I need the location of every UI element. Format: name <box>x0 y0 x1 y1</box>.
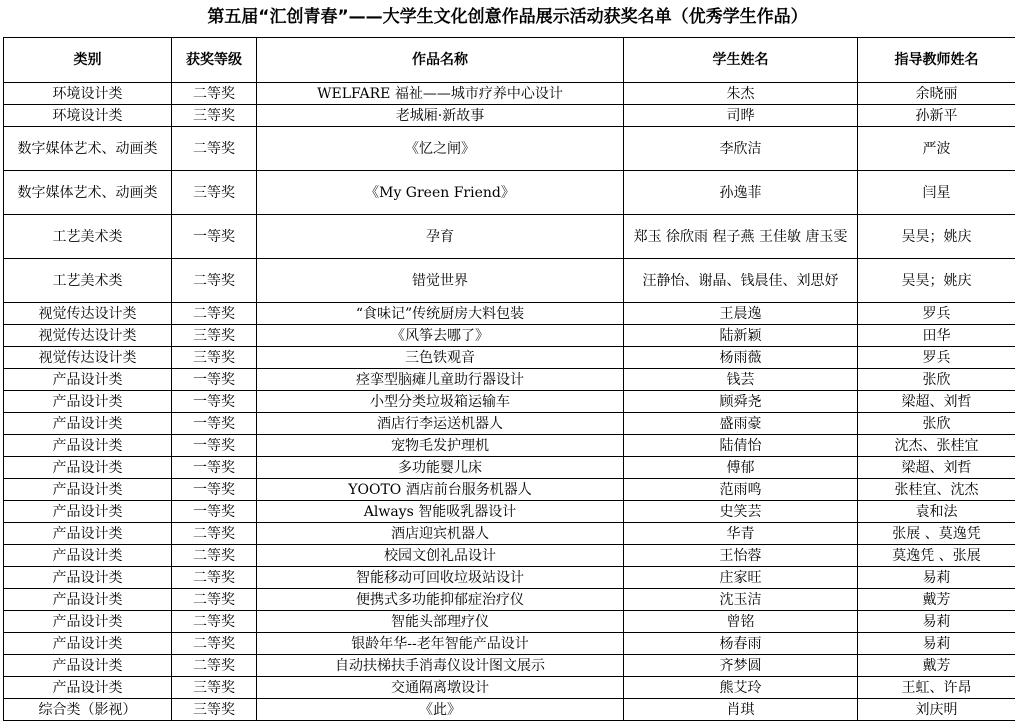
cell-category: 数字媒体艺术、动画类 <box>4 127 172 171</box>
award-table <box>3 37 1015 721</box>
cell-category: 产品设计类 <box>4 391 172 413</box>
cell-award-level: 三等奖 <box>172 347 257 369</box>
cell-work-title: YOOTO 酒店前台服务机器人 <box>257 479 624 501</box>
cell-award-level: 一等奖 <box>172 435 257 457</box>
cell-work-title: 孕育 <box>257 215 624 259</box>
cell-award-level: 二等奖 <box>172 127 257 171</box>
table-row <box>4 545 1015 567</box>
cell-advisor-name: 张欣 <box>858 369 1015 391</box>
cell-student-name: 杨春雨 <box>624 633 858 655</box>
cell-advisor-name: 孙新平 <box>858 105 1015 127</box>
cell-student-name: 范雨鸣 <box>624 479 858 501</box>
cell-category: 环境设计类 <box>4 83 172 105</box>
cell-student-name: 孙逸菲 <box>624 171 858 215</box>
cell-work-title: 自动扶梯扶手消毒仪设计图文展示 <box>257 655 624 677</box>
page-title: 第五届“汇创青春”——大学生文化创意作品展示活动获奖名单（优秀学生作品） <box>207 7 808 27</box>
cell-award-level: 二等奖 <box>172 523 257 545</box>
cell-student-name: 史笑芸 <box>624 501 858 523</box>
cell-category: 产品设计类 <box>4 611 172 633</box>
cell-category: 工艺美术类 <box>4 215 172 259</box>
header-award-level: 获奖等级 <box>172 38 257 83</box>
cell-advisor-name: 刘庆明 <box>858 699 1015 721</box>
cell-award-level: 二等奖 <box>172 589 257 611</box>
cell-award-level: 二等奖 <box>172 567 257 589</box>
cell-category: 产品设计类 <box>4 523 172 545</box>
table-row <box>4 391 1015 413</box>
table-row <box>4 699 1015 721</box>
cell-student-name: 钱芸 <box>624 369 858 391</box>
cell-student-name: 华青 <box>624 523 858 545</box>
table-row <box>4 567 1015 589</box>
cell-advisor-name: 张展 、莫逸凭 <box>858 523 1015 545</box>
cell-work-title: “食味记”传统厨房大料包装 <box>257 303 624 325</box>
cell-category: 视觉传达设计类 <box>4 303 172 325</box>
cell-student-name: 李欣洁 <box>624 127 858 171</box>
cell-advisor-name: 余晓丽 <box>858 83 1015 105</box>
table-row <box>4 369 1015 391</box>
cell-advisor-name: 梁超、刘哲 <box>858 391 1015 413</box>
table-row <box>4 259 1015 303</box>
cell-category: 产品设计类 <box>4 369 172 391</box>
cell-work-title: 银龄年华--老年智能产品设计 <box>257 633 624 655</box>
table-row <box>4 633 1015 655</box>
table-row <box>4 457 1015 479</box>
cell-work-title: 《风筝去哪了》 <box>257 325 624 347</box>
cell-student-name: 沈玉洁 <box>624 589 858 611</box>
cell-award-level: 二等奖 <box>172 83 257 105</box>
cell-category: 视觉传达设计类 <box>4 325 172 347</box>
table-row <box>4 105 1015 127</box>
table-row <box>4 171 1015 215</box>
cell-work-title: WELFARE 福祉——城市疗养中心设计 <box>257 83 624 105</box>
cell-advisor-name: 闫星 <box>858 171 1015 215</box>
cell-student-name: 朱杰 <box>624 83 858 105</box>
table-row <box>4 83 1015 105</box>
table-row <box>4 479 1015 501</box>
table-row <box>4 501 1015 523</box>
cell-award-level: 二等奖 <box>172 303 257 325</box>
cell-work-title: 老城厢·新故事 <box>257 105 624 127</box>
table-row <box>4 215 1015 259</box>
cell-student-name: 陆新颖 <box>624 325 858 347</box>
cell-student-name: 陆倩怡 <box>624 435 858 457</box>
cell-advisor-name: 梁超、刘哲 <box>858 457 1015 479</box>
cell-advisor-name: 吴昊；姚庆 <box>858 215 1015 259</box>
table-row <box>4 589 1015 611</box>
cell-award-level: 二等奖 <box>172 611 257 633</box>
cell-award-level: 一等奖 <box>172 413 257 435</box>
cell-award-level: 三等奖 <box>172 171 257 215</box>
cell-work-title: 《忆之闸》 <box>257 127 624 171</box>
cell-award-level: 一等奖 <box>172 369 257 391</box>
cell-advisor-name: 罗兵 <box>858 303 1015 325</box>
cell-work-title: 校园文创礼品设计 <box>257 545 624 567</box>
cell-work-title: 智能头部理疗仪 <box>257 611 624 633</box>
cell-student-name: 傅郁 <box>624 457 858 479</box>
cell-work-title: 酒店行李运送机器人 <box>257 413 624 435</box>
cell-category: 产品设计类 <box>4 655 172 677</box>
cell-advisor-name: 张桂宜、沈杰 <box>858 479 1015 501</box>
cell-advisor-name: 张欣 <box>858 413 1015 435</box>
cell-award-level: 一等奖 <box>172 479 257 501</box>
cell-student-name: 王晨逸 <box>624 303 858 325</box>
cell-category: 产品设计类 <box>4 435 172 457</box>
cell-category: 产品设计类 <box>4 501 172 523</box>
cell-work-title: 便携式多功能抑郁症治疗仪 <box>257 589 624 611</box>
cell-category: 产品设计类 <box>4 633 172 655</box>
cell-category: 综合类（影视） <box>4 699 172 721</box>
cell-work-title: 《此》 <box>257 699 624 721</box>
table-row <box>4 347 1015 369</box>
cell-advisor-name: 田华 <box>858 325 1015 347</box>
cell-category: 产品设计类 <box>4 413 172 435</box>
cell-student-name: 王怡蓉 <box>624 545 858 567</box>
cell-advisor-name: 易莉 <box>858 567 1015 589</box>
cell-advisor-name: 吴昊；姚庆 <box>858 259 1015 303</box>
cell-award-level: 三等奖 <box>172 105 257 127</box>
cell-category: 视觉传达设计类 <box>4 347 172 369</box>
cell-advisor-name: 戴芳 <box>858 589 1015 611</box>
cell-award-level: 三等奖 <box>172 677 257 699</box>
cell-student-name: 熊艾玲 <box>624 677 858 699</box>
cell-work-title: 错觉世界 <box>257 259 624 303</box>
cell-award-level: 一等奖 <box>172 457 257 479</box>
cell-advisor-name: 莫逸凭 、张展 <box>858 545 1015 567</box>
cell-student-name: 齐梦圆 <box>624 655 858 677</box>
cell-category: 工艺美术类 <box>4 259 172 303</box>
cell-student-name: 曾铭 <box>624 611 858 633</box>
cell-work-title: 小型分类垃圾箱运输车 <box>257 391 624 413</box>
cell-work-title: 三色铁观音 <box>257 347 624 369</box>
table-row <box>4 127 1015 171</box>
cell-work-title: 《My Green Friend》 <box>257 171 624 215</box>
cell-award-level: 三等奖 <box>172 699 257 721</box>
cell-work-title: 酒店迎宾机器人 <box>257 523 624 545</box>
cell-work-title: Always 智能吸乳器设计 <box>257 501 624 523</box>
cell-advisor-name: 易莉 <box>858 611 1015 633</box>
cell-category: 产品设计类 <box>4 479 172 501</box>
cell-category: 产品设计类 <box>4 457 172 479</box>
header-student-name: 学生姓名 <box>624 38 858 83</box>
header-category: 类别 <box>4 38 172 83</box>
table-row <box>4 303 1015 325</box>
table-row <box>4 655 1015 677</box>
table-row <box>4 435 1015 457</box>
cell-work-title: 宠物毛发护理机 <box>257 435 624 457</box>
cell-category: 产品设计类 <box>4 567 172 589</box>
table-row <box>4 611 1015 633</box>
cell-advisor-name: 易莉 <box>858 633 1015 655</box>
cell-student-name: 肖琪 <box>624 699 858 721</box>
table-row <box>4 413 1015 435</box>
cell-student-name: 顾舜尧 <box>624 391 858 413</box>
cell-work-title: 痉挛型脑瘫儿童助行器设计 <box>257 369 624 391</box>
cell-award-level: 一等奖 <box>172 215 257 259</box>
cell-work-title: 交通隔离墩设计 <box>257 677 624 699</box>
cell-advisor-name: 严波 <box>858 127 1015 171</box>
cell-category: 数字媒体艺术、动画类 <box>4 171 172 215</box>
cell-category: 产品设计类 <box>4 589 172 611</box>
cell-award-level: 二等奖 <box>172 655 257 677</box>
table-row <box>4 523 1015 545</box>
cell-student-name: 庄家旺 <box>624 567 858 589</box>
table-row <box>4 325 1015 347</box>
table-row <box>4 677 1015 699</box>
cell-award-level: 二等奖 <box>172 633 257 655</box>
cell-student-name: 郑玉 徐欣雨 程子燕 王佳敏 唐玉雯 <box>624 215 858 259</box>
cell-advisor-name: 王虹、许昂 <box>858 677 1015 699</box>
cell-award-level: 二等奖 <box>172 545 257 567</box>
cell-category: 产品设计类 <box>4 545 172 567</box>
cell-work-title: 智能移动可回收垃圾站设计 <box>257 567 624 589</box>
cell-work-title: 多功能婴儿床 <box>257 457 624 479</box>
cell-student-name: 盛雨豪 <box>624 413 858 435</box>
cell-advisor-name: 罗兵 <box>858 347 1015 369</box>
header-work-title: 作品名称 <box>257 38 624 83</box>
cell-award-level: 二等奖 <box>172 259 257 303</box>
cell-award-level: 一等奖 <box>172 501 257 523</box>
cell-award-level: 三等奖 <box>172 325 257 347</box>
header-advisor-name: 指导教师姓名 <box>858 38 1015 83</box>
cell-advisor-name: 沈杰、张桂宜 <box>858 435 1015 457</box>
cell-student-name: 汪静怡、谢晶、钱晨佳、刘思妤 <box>624 259 858 303</box>
cell-student-name: 司晔 <box>624 105 858 127</box>
cell-advisor-name: 袁和法 <box>858 501 1015 523</box>
cell-advisor-name: 戴芳 <box>858 655 1015 677</box>
header-row <box>4 38 1015 83</box>
cell-category: 产品设计类 <box>4 677 172 699</box>
cell-category: 环境设计类 <box>4 105 172 127</box>
cell-student-name: 杨雨薇 <box>624 347 858 369</box>
cell-award-level: 一等奖 <box>172 391 257 413</box>
